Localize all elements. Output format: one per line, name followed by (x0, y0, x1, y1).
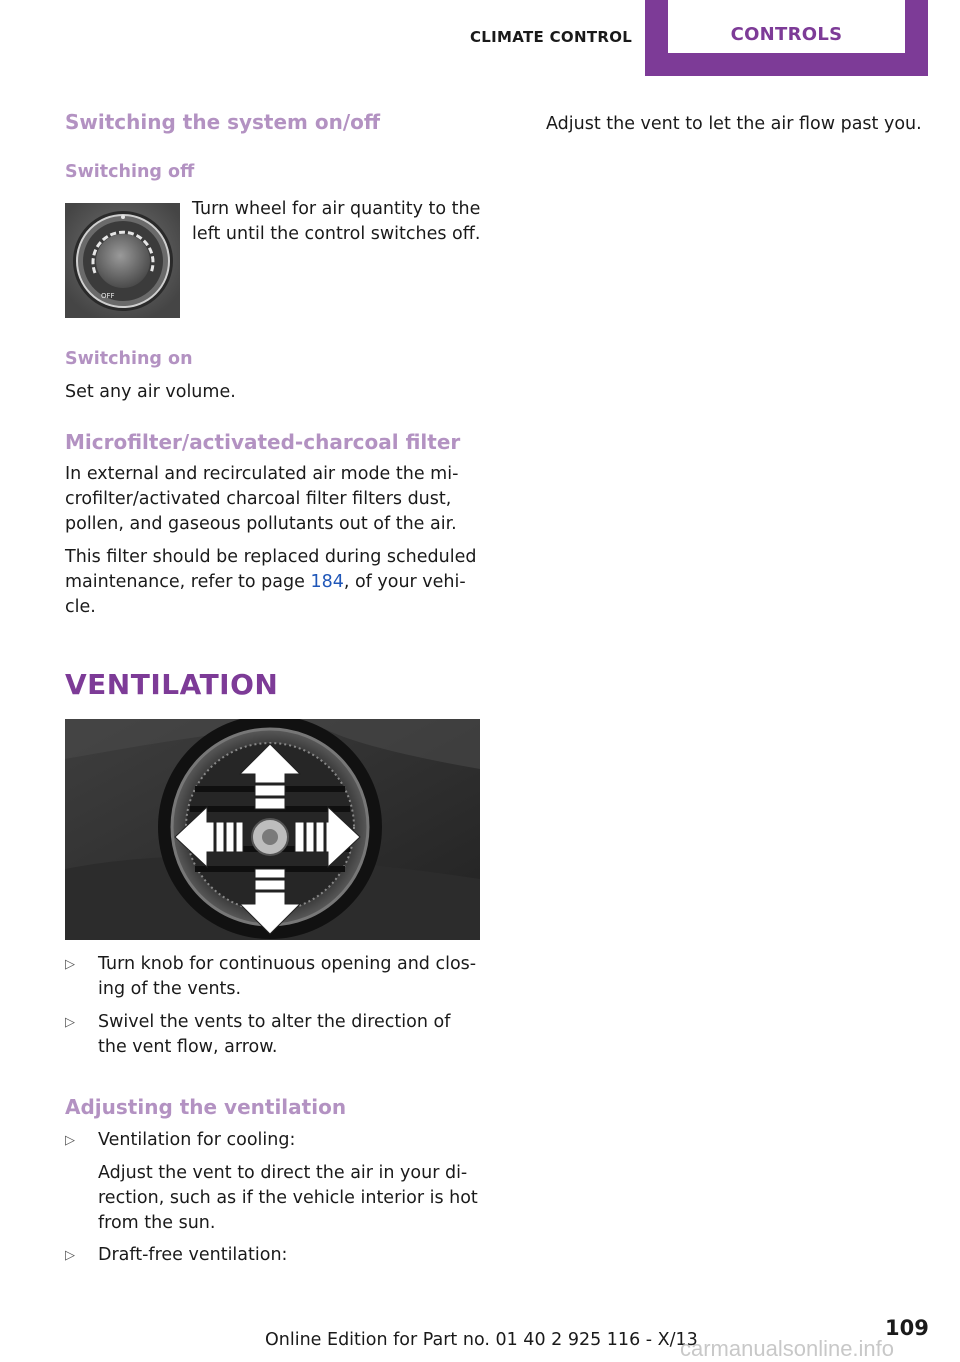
watermark: carmanualsonline.info (680, 1336, 895, 1361)
air-vent-image (65, 719, 480, 940)
list-item: ▷ Ventilation for cooling: Adjust the vent to direct the air in your di-rection, such as if the vehicle interior is hot from the sun. (65, 1130, 478, 1233)
triangle-bullet-icon: ▷ (65, 1133, 75, 1148)
page-number: 109 (885, 1316, 929, 1340)
section-switching-title: Switching the system on/off (65, 110, 381, 134)
header-section-title: CLIMATE CONTROL (470, 28, 633, 46)
list-item: ▷ Draft-free ventilation: (65, 1243, 480, 1268)
triangle-bullet-icon: ▷ (65, 1015, 75, 1030)
right-column (546, 112, 926, 137)
knob-off-label: OFF (101, 292, 115, 300)
air-quantity-knob-image (65, 203, 180, 318)
ventilation-heading: VENTILATION (65, 668, 279, 701)
switching-on-text: Set any air volume. (65, 382, 236, 402)
page-link[interactable]: 184 (310, 572, 344, 592)
filter-heading: Microfilter/activated-charcoal filter (65, 430, 461, 454)
switching-off-text: Turn wheel for air quantity to the left until the control switches off. (192, 199, 481, 244)
adjusting-heading: Adjusting the ventilation (65, 1095, 347, 1119)
triangle-bullet-icon: ▷ (65, 957, 75, 972)
switching-on-heading: Switching on (65, 349, 193, 369)
header-tab-label: CONTROLS (730, 24, 843, 45)
switching-off-heading: Switching off (65, 162, 195, 182)
header-tab (645, 0, 928, 76)
filter-paragraph-2: This filter should be replaced during scheduled maintenance, refer to page 184, of your vehi-cle. (65, 547, 477, 617)
footer-edition: Online Edition for Part no. 01 40 2 925 116 - X/13 (265, 1330, 698, 1350)
list-item: ▷ Swivel the vents to alter the direction of the vent flow, arrow. (65, 1012, 451, 1057)
draft-free-text: Adjust the vent to let the air flow past you. (546, 114, 922, 134)
list-item: ▷ Turn knob for continuous opening and clos-ing of the vents. (65, 954, 477, 999)
triangle-bullet-icon: ▷ (65, 1248, 75, 1263)
filter-paragraph-1: In external and recirculated air mode the mi-crofilter/activated charcoal filter filters dust, pollen, and gaseous pollutants out of the air. (65, 464, 459, 534)
